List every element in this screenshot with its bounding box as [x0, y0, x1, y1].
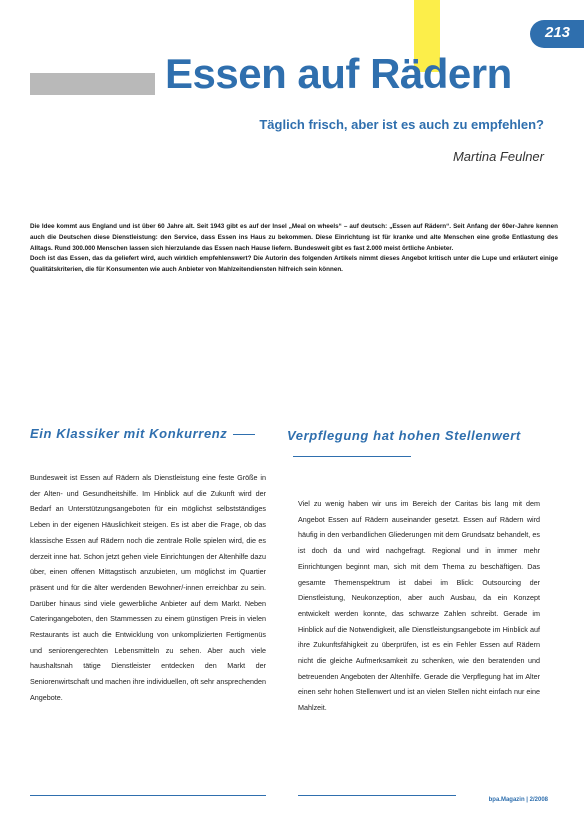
heading-rule [233, 434, 255, 435]
section-marker-box [30, 73, 155, 95]
body-paragraph: Viel zu wenig haben wir uns im Bereich der Caritas bis lang mit dem Angebot Essen auf Rädern auseinander gesetzt. Essen auf Rädern wird häufig in den verbandlichen Gliederungen mit dem Grundsatz behandelt, es ist doch da und wird nachgefragt. Regional und in immer mehr Einrichtungen beginnt man, sich mit dem Thema zu beschäftigen. Das gesamte Themenspektrum ist dabei im Blick: Outsourcing der Dienstleistung, Neukonzeption, aber auch Ausbau, da ein Konzept entwickelt werden konnte, das schwarze Zahlen schreibt. Gerade im Hinblick auf die Notwendigkeit, alle Dienstleistungsangebote im Hinblick auf ihre Zukunftsfähigkeit zu überprüfen, ist es ein Fehler Essen auf Rädern nicht die gleiche Aufmerksamkeit zu schenken, wie den beratenden und betreuenden Angeboten der Altenhilfe. Gerade die Verpflegung hat im Alter einen sehr hohen Stellenwert und ist an vielen Stellen nicht einfach nur eine Mahlzeit. [298, 499, 540, 713]
intro-paragraph: Die Idee kommt aus England und ist über 60 Jahre alt. Seit 1943 gibt es auf der Insel „Meal on wheels“ – auf deutsch: „Essen auf Rädern“. Seit Anfang der 60er-Jahre kennen auch die Deutschen diese Dienstleistung: den Service, dass Essen ins Haus zu bekommen. Diese Einrichtung ist für kranke und alte Menschen eine große Entlastung des Alltags. Rund 300.000 Menschen lassen sich hierzulande das Essen nach Hause liefern. Bundesweit gibt es fast 2.000 meist örtliche Anbieter. [30, 223, 558, 252]
article-subtitle: Täglich frisch, aber ist es auch zu empfehlen? [259, 117, 544, 132]
heading-rule [293, 456, 411, 457]
intro-paragraph: Doch ist das Essen, das da geliefert wird, auch wirklich empfehlenswert? Die Autorin des folgenden Artikels nimmt dieses Angebot kritisch unter die Lupe und erläutert einige Qualitätskriterien, die für Konsumenten wie auch Anbieter von Mahlzeitendiensten hilfreich sein können. [30, 255, 558, 274]
footer-rule-right [298, 795, 456, 796]
left-column-body [30, 470, 266, 706]
footer-source: bpa.Magazin | 2/2008 [488, 797, 548, 803]
left-column-heading [30, 426, 270, 441]
page-number: 213 [545, 24, 571, 41]
left-heading-text: Ein Klassiker mit Konkurrenz [30, 426, 228, 441]
article-title: Essen auf Rädern [165, 50, 512, 97]
article-author: Martina Feulner [452, 149, 544, 164]
intro-text [30, 222, 558, 276]
right-column-body [298, 496, 540, 716]
right-heading-text: Verpflegung hat hohen Stellenwert [287, 428, 521, 443]
right-column-heading [287, 426, 539, 466]
body-paragraph: Bundesweit ist Essen auf Rädern als Dienstleistung eine feste Größe in der Alten- und Gesundheitshilfe. Im Hinblick auf die Zukunft wird der Bedarf an Unterstützungsangeboten für ein möglichst selbstständiges Leben in der eigenen Häuslichkeit steigen. Es ist aber die Frage, ob das klassische Essen auf Rädern noch die zentrale Rolle spielen wird, die es derzeit inne hat. Schon jetzt gehen viele Einrichtungen der Altenhilfe dazu über, einen offenen Mittagstisch anzubieten, um möglichst im Quartier präsent und für die älter werdenden Bewohner/-innen erreichbar zu sein. Darüber hinaus sind viele gewerbliche Anbieter auf dem Markt. Neben Cateringangeboten, den Stammessen zu einem günstigen Preis in vielen Restaurants ist auch die Entwicklung von unkomplizierten Fertigmenüs und seniorengerechten Lebensmitteln zu sehen. Aber auch viele haushaltsnah tätige Dienstleister entdecken den Markt der Seniorenwirtschaft und machen ihre individuellen, oft sehr ansprechenden Angebote. [30, 473, 266, 702]
footer-rule-left [30, 795, 266, 796]
